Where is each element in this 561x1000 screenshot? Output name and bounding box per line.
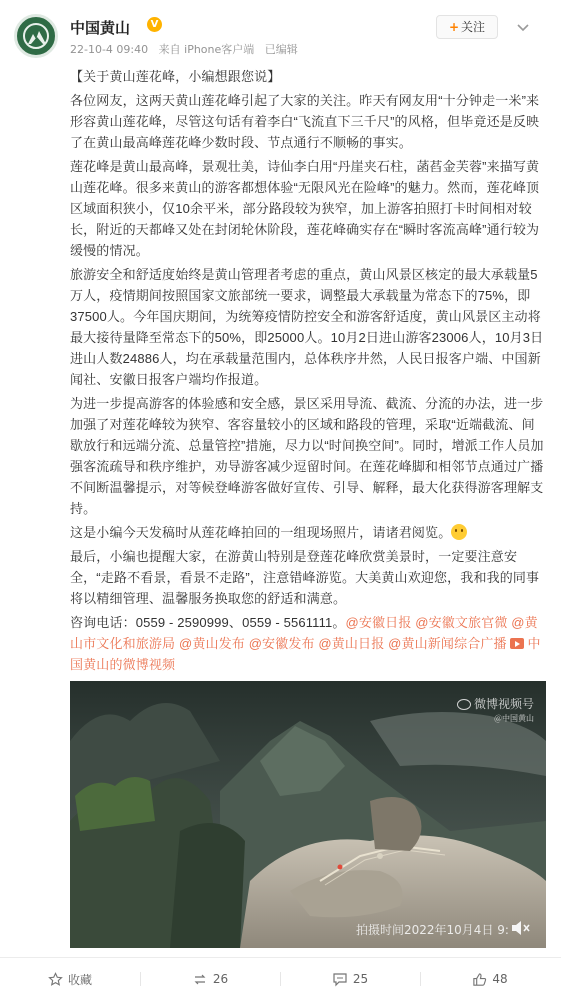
mention-anhui-culture-tourism[interactable]: @安徽文旅官微 bbox=[415, 615, 508, 630]
comment-icon bbox=[332, 972, 348, 987]
video-link-label: 中国黄山的微博视频 bbox=[70, 636, 541, 672]
avatar[interactable] bbox=[14, 14, 58, 58]
contact-line bbox=[70, 612, 544, 675]
like-count: 48 bbox=[492, 972, 508, 986]
action-bar bbox=[0, 958, 561, 1000]
video-link-icon bbox=[510, 638, 524, 649]
repost-icon bbox=[192, 972, 208, 987]
video-capture-time: 拍摄时间2022年10月4日 9: bbox=[356, 923, 509, 937]
comment-button[interactable] bbox=[280, 958, 420, 1000]
watermark-sub: ＠中国黄山 bbox=[494, 714, 534, 723]
chevron-down-icon[interactable] bbox=[512, 16, 534, 38]
video-player[interactable] bbox=[70, 681, 546, 948]
follow-label: 关注 bbox=[461, 20, 486, 34]
mention-huangshan-release[interactable]: @黄山发布 bbox=[178, 636, 245, 651]
paragraph-6: 最后，小编也提醒大家，在游黄山特别是登莲花峰欣赏美景时，一定要注意安全，“走路不看景，看景不走路”，注意错峰游览。大美黄山欢迎您，我和我的同事将以精细管理、温馨服务换取您的舒适和满意。 bbox=[70, 549, 540, 606]
plus-icon: + bbox=[448, 20, 460, 34]
post-meta bbox=[70, 41, 305, 57]
mention-huangshan-culture-tourism-bureau[interactable]: @黄山市文化和旅游局 bbox=[70, 615, 538, 651]
phone-text: 咨询电话：0559 - 2590999、0559 - 5561111。 bbox=[70, 615, 346, 630]
huangshan-emblem-icon bbox=[23, 23, 49, 49]
post-body bbox=[70, 66, 544, 678]
favorite-button[interactable] bbox=[0, 958, 140, 1000]
grin-emoji-icon bbox=[451, 524, 467, 540]
follow-button[interactable] bbox=[436, 15, 498, 39]
paragraph-5-text: 这是小编今天发稿时从莲花峰拍回的一组现场照片，请诸君阅览。 bbox=[70, 525, 452, 540]
paragraph-4: 为进一步提高游客的体验感和安全感，景区采用导流、截流、分流的办法，进一步加强了对莲花峰较为狭窄、客容量较小的区域和路段的管理，采取“近端截流、间歇放行和远端分流、总量管控”措施，尽力以“时间换空间”。同时，增派工作人员加强客流疏导和秩序维护，劝导游客减少逗留时间。在莲花峰脚和相邻节点通过广播不间断温馨提示，对等候登峰游客做好宣传、引导、解释，最大化获得游客理解支持。 bbox=[70, 396, 544, 516]
mention-huangshan-news-radio[interactable]: @黄山新闻综合广播 bbox=[388, 636, 507, 651]
mention-anhui-daily[interactable]: @安徽日报 bbox=[345, 615, 412, 630]
paragraph-2: 莲花峰是黄山最高峰，景观壮美，诗仙李白用“丹崖夹石柱，菡萏金芙蓉”来描写黄山莲花峰。很多来黄山的游客都想体验“无限风光在险峰”的魅力。然而，莲花峰顶区域面积狭小，仅10余平米，部分路段较为狭窄，加上游客拍照打卡时间相对较长，附近的天都峰又处在封闭轮休阶段，莲花峰确实存在“瞬时客流高峰”通行较为缓慢的情况。 bbox=[70, 159, 540, 258]
weibo-logo-icon bbox=[457, 699, 471, 710]
repost-count: 26 bbox=[212, 972, 229, 986]
favorite-label: 收藏 bbox=[67, 972, 92, 987]
video-watermark bbox=[457, 695, 534, 724]
like-button[interactable] bbox=[420, 958, 560, 1000]
paragraph-3: 旅游安全和舒适度始终是黄山管理者考虑的重点，黄山风景区核定的最大承载量5万人，疫情期间按照国家文旅部统一要求，调整最大承载量为常态下的75%，即37500人。今年国庆期间，为统筹疫情防控安全和游客舒适度，黄山风景区主动将最大接待量降至常态下的50%，即25000人。10月2日进山游客23006人，10月3日进山人数24886人，均在承载量范围内，总体秩序井然，人民日报客户端、中国新闻社、安徽日报客户端均作报道。 bbox=[70, 267, 544, 387]
repost-button[interactable] bbox=[140, 958, 280, 1000]
paragraph-1: 各位网友，这两天黄山莲花峰引起了大家的关注。昨天有网友用“十分钟走一米”来形容黄山莲花峰，尽管这句话有着李白“飞流直下三千尺”的风格，但毕竟还是反映了在黄山最高峰莲花峰少数时段、节点通行不顺畅的事实。 bbox=[70, 93, 540, 150]
speaker-icon[interactable] bbox=[510, 918, 532, 938]
comment-count: 25 bbox=[352, 972, 369, 986]
like-icon bbox=[472, 972, 487, 987]
post-timestamp[interactable]: 22-10-4 09:40 bbox=[70, 43, 149, 56]
paragraph-5 bbox=[70, 522, 544, 543]
star-icon bbox=[48, 972, 63, 987]
verified-badge-icon: V bbox=[147, 17, 162, 32]
mention-anhui-release[interactable]: @安徽发布 bbox=[248, 636, 315, 651]
mention-huangshan-daily[interactable]: @黄山日报 bbox=[318, 636, 385, 651]
edited-label[interactable]: 已编辑 bbox=[264, 43, 298, 56]
post-topic: 【关于黄山莲花峰，小编想跟您说】 bbox=[70, 69, 281, 84]
username[interactable]: 中国黄山 bbox=[70, 19, 131, 37]
watermark-label: 微博视频号 bbox=[473, 697, 534, 711]
post-header bbox=[0, 0, 561, 62]
post-source: 来自 iPhone客户端 bbox=[158, 43, 255, 56]
